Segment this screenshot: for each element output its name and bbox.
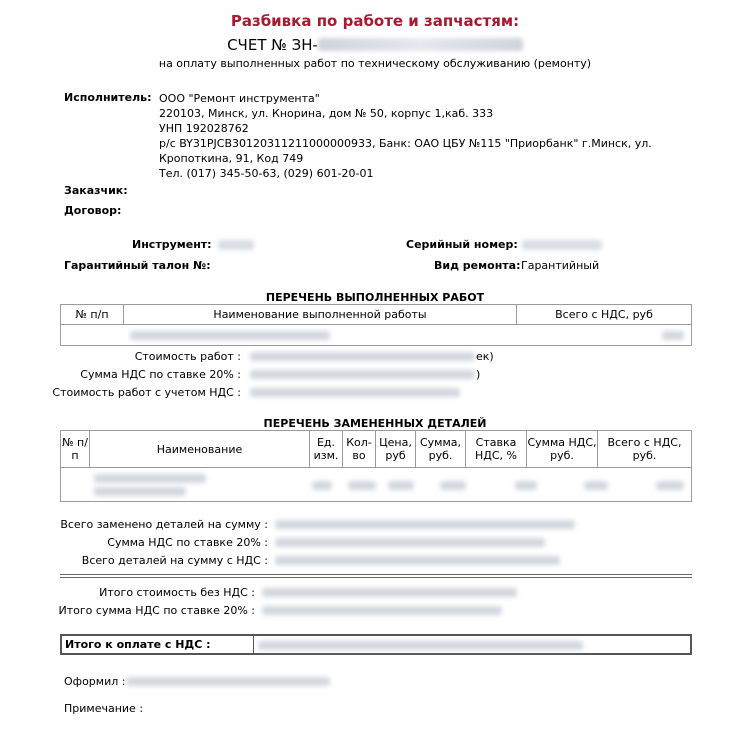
redacted-total-payable xyxy=(258,641,583,650)
tool-label: Инструмент: xyxy=(132,238,212,251)
issued-by-label: Оформил : xyxy=(64,675,126,688)
parts-sum-label: Всего заменено деталей на сумму : xyxy=(60,518,268,531)
redacted-invoice-number xyxy=(318,38,523,51)
executor-line: р/с BY31PJCB30120311211000000933, Банк: ОАО ЦБУ №115 "Приорбанк" г.Минск, ул. xyxy=(159,137,652,150)
redacted-serial xyxy=(522,240,602,250)
total-no-vat-label: Итого стоимость без НДС : xyxy=(99,586,255,599)
redacted-part-unit xyxy=(312,481,332,490)
redacted-part-name xyxy=(94,474,206,483)
repair-type-label: Вид ремонта: xyxy=(434,259,521,272)
redacted-work xyxy=(130,331,330,340)
parts-vat-label: Сумма НДС по ставке 20% : xyxy=(107,536,268,549)
redacted-part-vat-sum xyxy=(584,481,608,490)
executor-details xyxy=(159,91,652,181)
col-work-name: Наименование выполненной работы xyxy=(124,305,517,325)
paren-end: ек) xyxy=(476,350,494,363)
redacted-part-total xyxy=(656,481,684,490)
col-price: Цена, руб xyxy=(376,431,416,468)
parts-header-row xyxy=(61,431,692,468)
col-qty: Кол-во xyxy=(343,431,376,468)
col-num: № п/п xyxy=(61,431,90,468)
works-vat-label: Сумма НДС по ставке 20% : xyxy=(80,368,241,381)
redacted-tool xyxy=(218,240,254,250)
executor-line: УНП 192028762 xyxy=(159,122,249,135)
redacted-parts-vat xyxy=(275,538,545,547)
redacted-parts-sum xyxy=(275,520,575,529)
col-vat-rate: Ставка НДС, % xyxy=(466,431,527,468)
repair-type-value: Гарантийный xyxy=(521,259,600,272)
executor-line: Кропоткина, 91, Код 749 xyxy=(159,152,304,165)
serial-label: Серийный номер: xyxy=(406,238,518,251)
redacted-total-no-vat xyxy=(262,588,517,597)
works-header-row xyxy=(61,305,692,325)
col-sum: Сумма, руб. xyxy=(416,431,466,468)
redacted-work-total xyxy=(662,331,684,340)
executor-label: Исполнитель: xyxy=(64,91,152,104)
executor-line: Тел. (017) 345-50-63, (029) 601-20-01 xyxy=(159,167,374,180)
note-label: Примечание : xyxy=(64,702,144,715)
col-total: Всего с НДС, руб xyxy=(517,305,692,325)
parts-title: ПЕРЕЧЕНЬ ЗАМЕНЕННЫХ ДЕТАЛЕЙ xyxy=(263,417,487,430)
parts-total-label: Всего деталей на сумму с НДС : xyxy=(81,554,268,567)
paren-end: ) xyxy=(476,368,481,381)
redacted-part-name xyxy=(94,487,186,496)
document-title: Разбивка по работе и запчастям: xyxy=(230,12,520,30)
invoice-number xyxy=(0,36,750,54)
col-num: № п/п xyxy=(61,305,124,325)
total-payable-label: Итого к оплате с НДС : xyxy=(61,635,254,654)
redacted-works-cost-vat xyxy=(250,388,460,397)
redacted-issued-by xyxy=(126,677,330,686)
works-title: ПЕРЕЧЕНЬ ВЫПОЛНЕННЫХ РАБОТ xyxy=(265,291,485,304)
warranty-label: Гарантийный талон №: xyxy=(64,259,211,272)
redacted-part-vat-rate xyxy=(515,481,537,490)
redacted-parts-total xyxy=(275,556,560,565)
col-vat-sum: Сумма НДС, руб. xyxy=(527,431,598,468)
works-cost-label: Стоимость работ : xyxy=(134,350,241,363)
col-total: Всего с НДС, руб. xyxy=(598,431,692,468)
works-cost-vat-label: Стоимость работ с учетом НДС : xyxy=(52,386,241,399)
redacted-works-cost xyxy=(250,352,475,361)
divider xyxy=(60,574,692,575)
col-unit: Ед. изм. xyxy=(310,431,343,468)
col-name: Наименование xyxy=(90,431,310,468)
executor-line: ООО "Ремонт инструмента" xyxy=(159,92,320,105)
redacted-total-vat xyxy=(262,606,502,615)
redacted-works-vat xyxy=(250,370,475,379)
executor-line: 220103, Минск, ул. Кнорина, дом № 50, корпус 1,каб. 333 xyxy=(159,107,494,120)
redacted-part-qty xyxy=(348,481,376,490)
divider xyxy=(60,577,692,578)
invoice-prefix: СЧЕТ № ЗН- xyxy=(227,36,318,54)
total-vat-label: Итого сумма НДС по ставке 20% : xyxy=(58,604,255,617)
customer-label: Заказчик: xyxy=(64,184,128,197)
contract-label: Договор: xyxy=(64,204,122,217)
redacted-part-sum xyxy=(440,481,466,490)
redacted-part-price xyxy=(388,481,414,490)
invoice-subtitle: на оплату выполненных работ по техническому обслуживанию (ремонту) xyxy=(158,57,592,70)
